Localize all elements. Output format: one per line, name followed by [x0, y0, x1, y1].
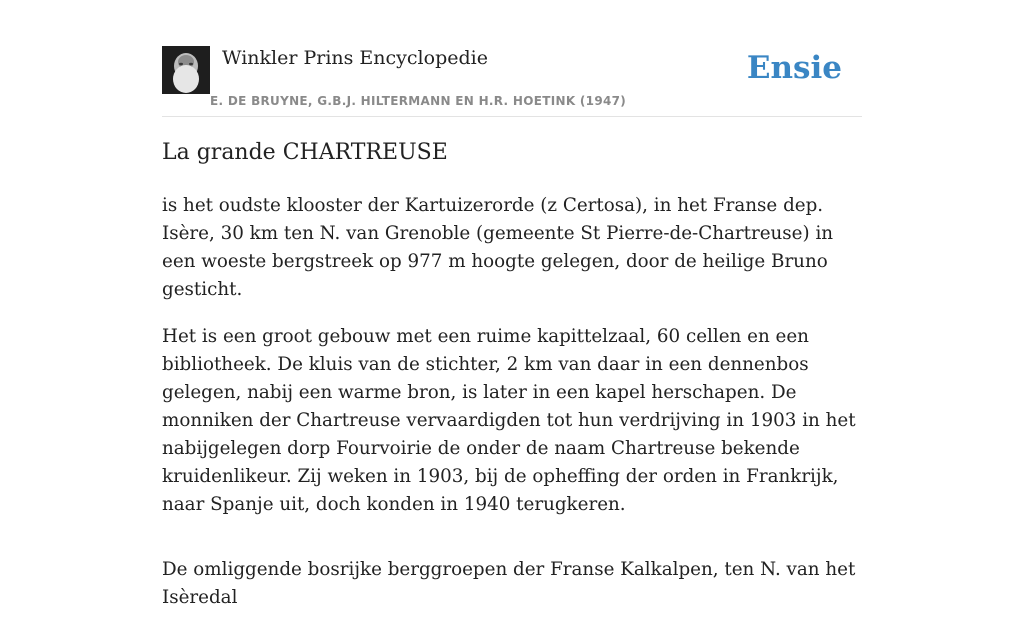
portrait-image	[162, 46, 210, 94]
site-header	[162, 46, 862, 117]
publication-authors: E. DE BRUYNE, G.B.J. HILTERMANN EN H.R. HOETINK (1947)	[210, 94, 627, 108]
article-paragraph: Het is een groot gebouw met een ruime kapittelzaal, 60 cellen en een bibliotheek. De kluis van de stichter, 2 km van daar in een dennenbos gelegen, nabij een warme bron, is later in een kapel herschapen. De monniken der Chartreuse vervaardigden tot hun verdrijving in 1903 in het nabijgelegen dorp Fourvoirie de onder de naam Chartreuse bekende kruidenlikeur. Zij weken in 1903, bij de opheffing der orden in Frankrijk, naar Spanje uit, doch konden in 1940 terugkeren.	[162, 326, 856, 515]
article-body	[162, 192, 872, 631]
author-avatar[interactable]	[162, 46, 210, 94]
article-paragraph: De omliggende bosrijke berggroepen der Franse Kalkalpen, ten N. van het Isèredal	[162, 559, 856, 608]
ensie-logo[interactable]: Ensie	[746, 50, 842, 86]
publication-title[interactable]: Winkler Prins Encyclopedie	[222, 47, 488, 69]
article-paragraph: is het oudste klooster der Kartuizerorde (z Certosa), in het Franse dep. Isère, 30 km ten N. van Grenoble (gemeente St Pierre-de-Chartreuse) in een woeste bergstreek op 977 m hoogte gelegen, door de heilige Bruno gesticht.	[162, 195, 834, 300]
article-title: La grande CHARTREUSE	[162, 140, 448, 165]
